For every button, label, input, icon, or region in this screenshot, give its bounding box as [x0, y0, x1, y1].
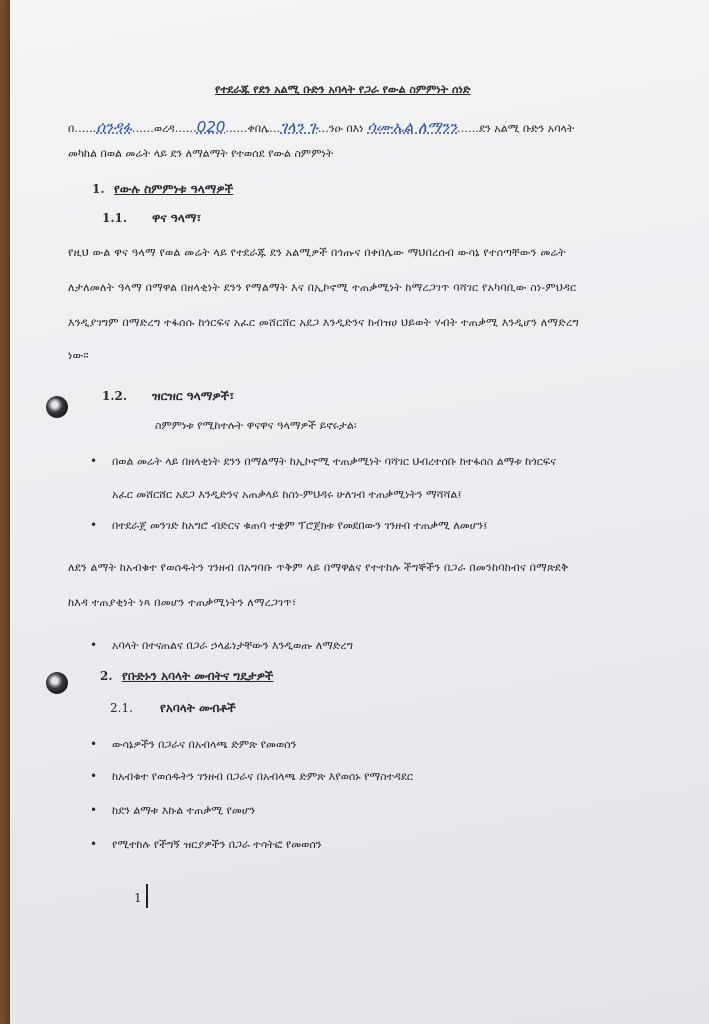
- handwritten-kebele: ገላን ጉ: [280, 118, 318, 136]
- handwritten-team-name: ሳሙኤል ለማንን: [367, 118, 458, 136]
- bullet-icon: •: [90, 518, 98, 532]
- bullet-icon: •: [90, 837, 98, 851]
- list-item: አባላት በተናጠልና በጋራ ኃላፊነታቸውን እንዲወጡ ለማድረግ: [112, 639, 353, 652]
- paragraph-1-line: ነው።: [68, 349, 89, 362]
- list-item: በወል መሬት ላይ በዘላቂነት ደንን በማልማት ከኢኮኖሚ ተጠቃሚነት ባሻገር ህብረተሰቡ ከተፋሰስ ልማቱ ከጎርፍና: [112, 455, 556, 468]
- list-item-continuation: አፈር መሸርሸር አደጋ እንዲድንና አጠቃላይ ከስነ-ምህዳሩ ሁለገብ ተጠቃሚነትን ማሻሻል፤: [112, 488, 462, 501]
- bullet-icon: •: [90, 803, 98, 817]
- text-cursor: [146, 884, 148, 908]
- intro-line-2: መካከል በወል መሬት ላይ ደን ለማልማት የተወሰደ የውል ስምምነት: [68, 147, 334, 160]
- document-title: የተደራጁ የደን አልሚ ቡድን አባላት የጋራ የውል ስምምነት ሰነድ: [215, 83, 471, 96]
- punch-hole-icon: [46, 396, 68, 418]
- paragraph-1-line: እንዲያገግም በማድረግ ተፋሰሱ ከጎርፍና አፈር መሸርሸር አደጋ እንዲድንና ከብዝሀ ህይወት ሃብት ተጠቃሚ እንዲሆን ለማድረግ: [68, 316, 579, 329]
- section-2-1-heading: 2.1. የአባላት መብቶች: [110, 701, 236, 715]
- paragraph-1-line: የዚህ ውል ዋና ዓላማ የወል መሬት ላይ የተደራጁ ደን አልሚዎች በጎጡና በቀበሌው ማህበረሰብ ውሳኔ የተሰጣቸውን መሬት: [68, 246, 566, 259]
- punch-hole-icon: [46, 672, 68, 694]
- list-item: የሚተከሉ የችግኝ ዝርያዎችን በጋራ ተሳትፎ የመወሰን: [112, 838, 322, 851]
- paragraph-2-line: ከእዳ ተጠያቂነት ነጻ በመሆን ተጠቃሚነትን ለማረጋገጥ፣: [68, 596, 297, 609]
- bullet-icon: •: [90, 769, 98, 783]
- section-1-2-heading: 1.2. ዝርዝር ዓላማዎች፣: [102, 389, 235, 403]
- handwritten-region: ሰንዳፋ: [96, 118, 132, 136]
- document-page: [10, 0, 709, 1024]
- section-1-2-intro: ስምምነቱ የሚከተሉት ዋናዋና ዓላማዎች ይኖሩታል፡: [155, 419, 357, 432]
- bullet-icon: •: [90, 737, 98, 751]
- list-item: ውሳኔዎችን በጋራና በአብላጫ ድምጽ የመወሰን: [112, 738, 297, 751]
- section-1-1-heading: 1.1. ዋና ዓላማ፣: [102, 211, 202, 225]
- list-item: ከአብቁተ የወሰዱትን ገንዘብ በጋራና በአብላጫ ድምጽ እየወሰኑ የማስተዳደር: [112, 770, 413, 783]
- paragraph-1-line: ለታለመለት ዓላማ በማዋል በዘላቂነት ደንን የማልማት እና በኢኮኖሚ ተጠቃሚነት ከማረጋገጥ ባሻገር የአካባቢው ስነ-ምህዳር: [68, 281, 577, 294]
- list-item: ከደን ልማቱ እኩል ተጠቃሚ የመሆን: [112, 804, 256, 817]
- handwritten-woreda: 020: [196, 118, 226, 136]
- bullet-icon: •: [90, 638, 98, 652]
- section-2-heading: 2. የቡድኑን አባላት መብትና ግዴታዎች: [100, 669, 274, 683]
- paragraph-2-line: ለደን ልማት ከአብቁተ የወሰዱትን ገንዘብ በአግባቡ ጥቅም ላይ በማዋልና የተተከሉ ችግኞችን በጋራ በመንከባከብና በማጽደቅ: [68, 561, 569, 574]
- intro-line-1: በ……ሰንዳፋ……ወረዳ……020……ቀበሌ…ገላን ጉ…ንዑ በእነ ሳሙኤል ለማንን……ደን አልሚ ቡድን አባላት: [68, 118, 575, 136]
- section-1-heading: 1. የውሉ ስምምነቱ ዓላማዎች: [92, 182, 234, 196]
- page-number: 1: [134, 891, 142, 905]
- list-item: በተደራጀ መንገድ ከአግሮ ብድርና ቁጠባ ተቋም ፕሮጀክቱ የመደበውን ገንዘብ ተጠቃሚ ለመሆን፤: [112, 519, 488, 532]
- bullet-icon: •: [90, 454, 98, 468]
